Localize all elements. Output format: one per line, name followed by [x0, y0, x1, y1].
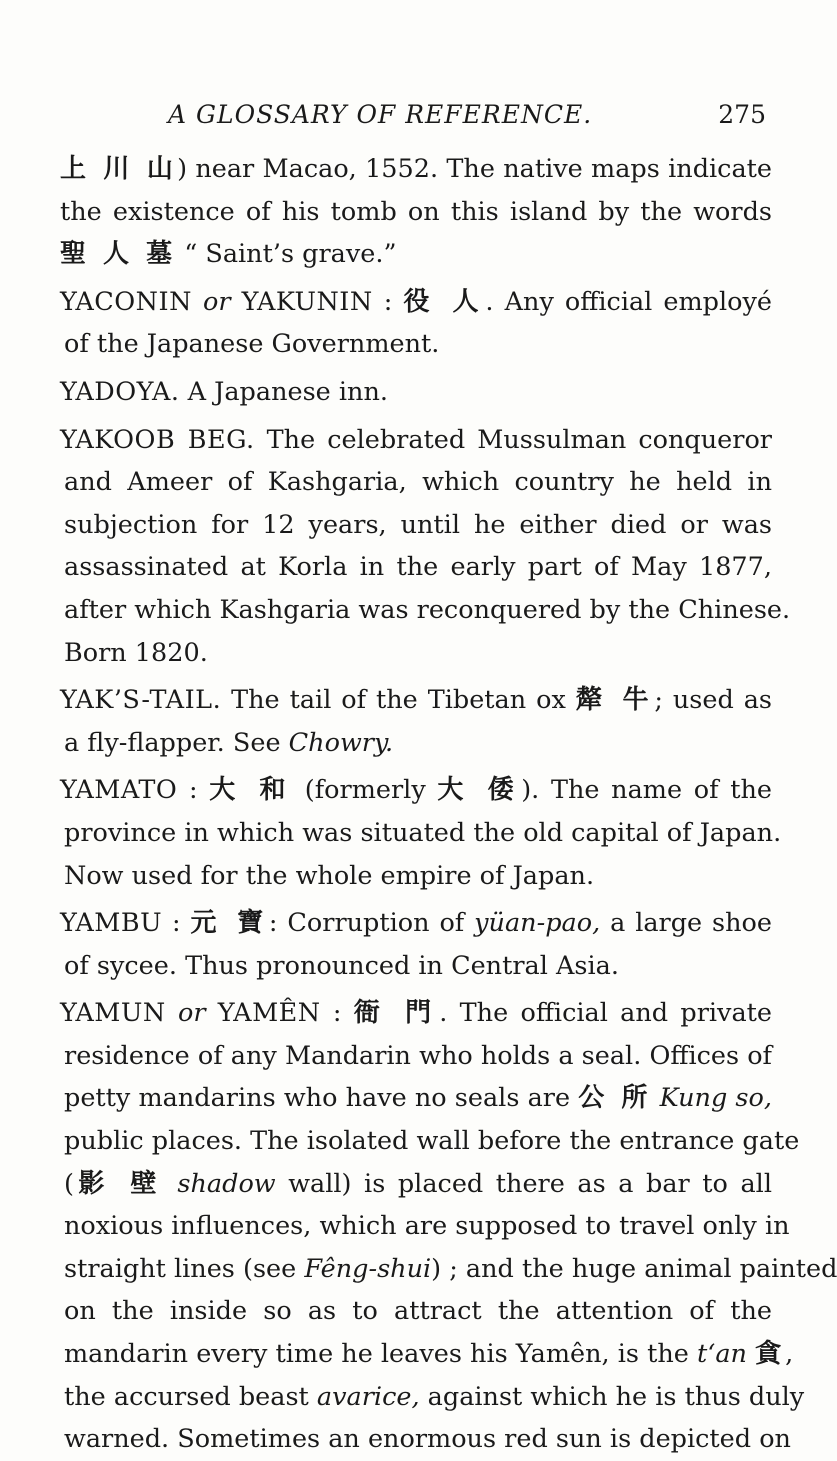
- cjk-characters: 公 所: [578, 1083, 652, 1114]
- entry-term: YADOYA.: [60, 376, 180, 407]
- entry-yambu: [60, 902, 772, 987]
- running-header: [168, 100, 766, 129]
- text-line: after which Kashgaria was reconquered by the Chinese.: [64, 594, 791, 625]
- text-line: mandarin every time he leaves his Yamên, is the t‘an 貪,: [64, 1339, 794, 1370]
- entry-yakoob-beg: [60, 419, 791, 675]
- entry-yadoya: [60, 371, 772, 414]
- cjk-characters: 上 川 山: [60, 154, 178, 184]
- text-line: assassinated at Korla in the early part of May 1877,: [64, 552, 772, 583]
- text-line: public places. The isolated wall before the entrance gate: [64, 1126, 800, 1157]
- text-line: province in which was situated the old capital of Japan.: [64, 817, 782, 848]
- cjk-characters: 影 壁: [73, 1168, 165, 1199]
- text-line: YAMUN or YAMÊN : 衙 門. The official and private: [60, 998, 772, 1029]
- entry-term: YAKOOB BEG.: [60, 424, 255, 455]
- text-line: and Ameer of Kashgaria, which country he held in: [64, 467, 772, 498]
- text-line: of the Japanese Government.: [64, 329, 440, 360]
- text-line: Born 1820.: [64, 637, 208, 668]
- text-line: (影 壁 shadow wall) is placed there as a bar to all: [64, 1168, 772, 1199]
- text-line: YACONIN or YAKUNIN : 役 人. Any official employé: [60, 286, 773, 317]
- entry-term: YAMBU: [60, 908, 163, 939]
- text-line: straight lines (see Fêng-shui) ; and the huge animal painted: [64, 1253, 837, 1284]
- text-line: YAMATO : 大 和 (formerly 大 倭). The name of the: [60, 775, 772, 806]
- entry-continuation: [60, 148, 772, 276]
- text-line: on the inside so as to attract the attention of the: [64, 1296, 772, 1327]
- text-line: the accursed beast avarice, against which he is thus duly: [64, 1381, 805, 1412]
- text-line: the existence of his tomb on this island by the words: [60, 196, 772, 227]
- text-line: YADOYA. A Japanese inn.: [60, 376, 388, 407]
- text-line: warned. Sometimes an enormous red sun is depicted on: [64, 1424, 791, 1455]
- page-number: 275: [718, 100, 766, 129]
- cjk-characters: 衙 門: [353, 998, 440, 1029]
- text-line: petty mandarins who have no seals are 公 所 Kung so,: [64, 1083, 772, 1114]
- cjk-characters: 犛 牛: [575, 685, 655, 716]
- text-line: 上 川 山) near Macao, 1552. The native maps indicate: [60, 154, 772, 184]
- entry-term-alt: YAKUNIN: [241, 286, 373, 317]
- cjk-characters: 貪: [755, 1339, 786, 1370]
- cjk-characters: 大 和: [209, 775, 294, 806]
- entry-yamun: [60, 992, 837, 1461]
- cjk-characters: 元 寶: [190, 908, 269, 939]
- cross-reference: Chowry.: [288, 727, 394, 758]
- entry-term: YAMATO: [60, 775, 178, 806]
- text-line: Now used for the whole empire of Japan.: [64, 860, 595, 891]
- entry-yaconin: [60, 281, 772, 366]
- entry-term: YACONIN: [60, 286, 192, 317]
- entry-term-alt: YAMÊN: [217, 998, 321, 1029]
- cjk-characters: 役 人: [403, 286, 486, 317]
- cjk-characters: 聖 人 墓: [60, 239, 177, 270]
- text-line: 聖 人 墓 “ Saint’s grave.”: [60, 239, 397, 270]
- entry-term: YAMUN: [60, 998, 166, 1029]
- entry-term: YAK’S-TAIL.: [60, 685, 222, 716]
- entry-yamato: [60, 769, 782, 897]
- text-line: of sycee. Thus pronounced in Central Asia.: [64, 950, 619, 981]
- text-line: subjection for 12 years, until he either died or was: [64, 509, 772, 540]
- running-title: A GLOSSARY OF REFERENCE.: [168, 100, 593, 129]
- glossary-body: [60, 148, 837, 1461]
- text-line: YAK’S-TAIL. The tail of the Tibetan ox 犛 牛; used as: [60, 685, 772, 716]
- cjk-characters-alt: 大 倭: [437, 775, 522, 806]
- text-line: noxious influences, which are supposed to travel only in: [64, 1211, 790, 1242]
- text-line: residence of any Mandarin who holds a seal. Offices of: [64, 1040, 772, 1071]
- entry-yaks-tail: [60, 679, 772, 764]
- text-line: YAMBU : 元 寶: Corruption of yüan-pao, a large shoe: [60, 908, 772, 939]
- text-line: a fly-flapper. See Chowry.: [64, 727, 394, 758]
- text-line: YAKOOB BEG. The celebrated Mussulman conqueror: [60, 424, 772, 455]
